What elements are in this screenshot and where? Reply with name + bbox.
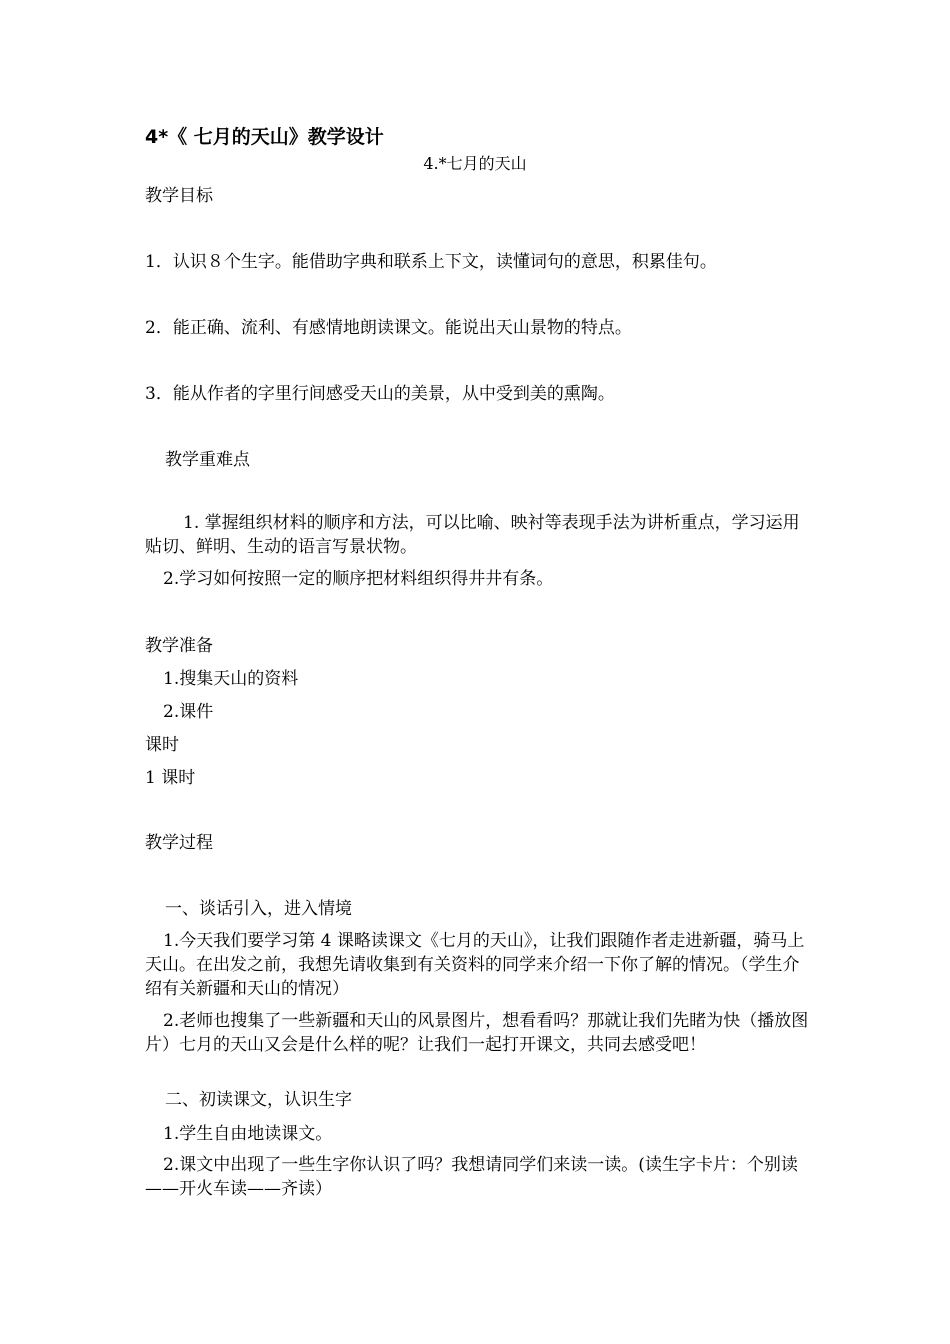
prep-heading: 教学准备 xyxy=(145,636,213,656)
document-subtitle: 4.*七月的天山 xyxy=(423,154,527,173)
key-points-heading: 教学重难点 xyxy=(165,450,250,470)
section-heading: 二、初读课文，认识生字 xyxy=(165,1090,352,1110)
goals-heading: 教学目标 xyxy=(145,186,213,206)
section-item: 2.老师也搜集了一些新疆和天山的风景图片，想看看吗？那就让我们先睹为快（播放图片）七月的天山又会是什么样的呢？让我们一起打开课文，共同去感受吧！ xyxy=(145,1011,809,1055)
section-item: 1.今天我们要学习第 4 课略读课文《七月的天山》，让我们跟随作者走进新疆，骑马上天山。在出发之前，我想先请收集到有关资料的同学来介绍一下你了解的情况。（学生介绍有关新疆和天山的情况） xyxy=(145,931,805,999)
time-value: 1 课时 xyxy=(145,768,196,788)
key-point-item: 1. 掌握组织材料的顺序和方法，可以比喻、映衬等表现手法为讲析重点，学习运用贴切、鲜明、生动的语言写景状物。 xyxy=(145,513,800,557)
goal-item: 2．能正确、流利、有感情地朗读课文。能说出天山景物的特点。 xyxy=(145,318,632,338)
document-title: 4*《 七月的天山》教学设计 xyxy=(145,126,384,148)
section-heading: 一、谈话引入，进入情境 xyxy=(165,899,352,919)
goal-item: 1．认识８个生字。能借助字典和联系上下文，读懂词句的意思，积累佳句。 xyxy=(145,252,717,272)
prep-item: 1.搜集天山的资料 xyxy=(163,669,299,689)
section-item: 2.课文中出现了一些生字你认识了吗？我想请同学们来读一读。(读生字卡片：个别读——开火车读——齐读） xyxy=(145,1155,798,1199)
process-heading: 教学过程 xyxy=(145,833,213,853)
prep-item: 2.课件 xyxy=(163,702,214,722)
goal-item: 3．能从作者的字里行间感受天山的美景，从中受到美的熏陶。 xyxy=(145,384,615,404)
key-point-item: 2.学习如何按照一定的顺序把材料组织得井井有条。 xyxy=(163,569,554,589)
time-heading: 课时 xyxy=(145,735,179,755)
section-item: 1.学生自由地读课文。 xyxy=(163,1124,333,1144)
